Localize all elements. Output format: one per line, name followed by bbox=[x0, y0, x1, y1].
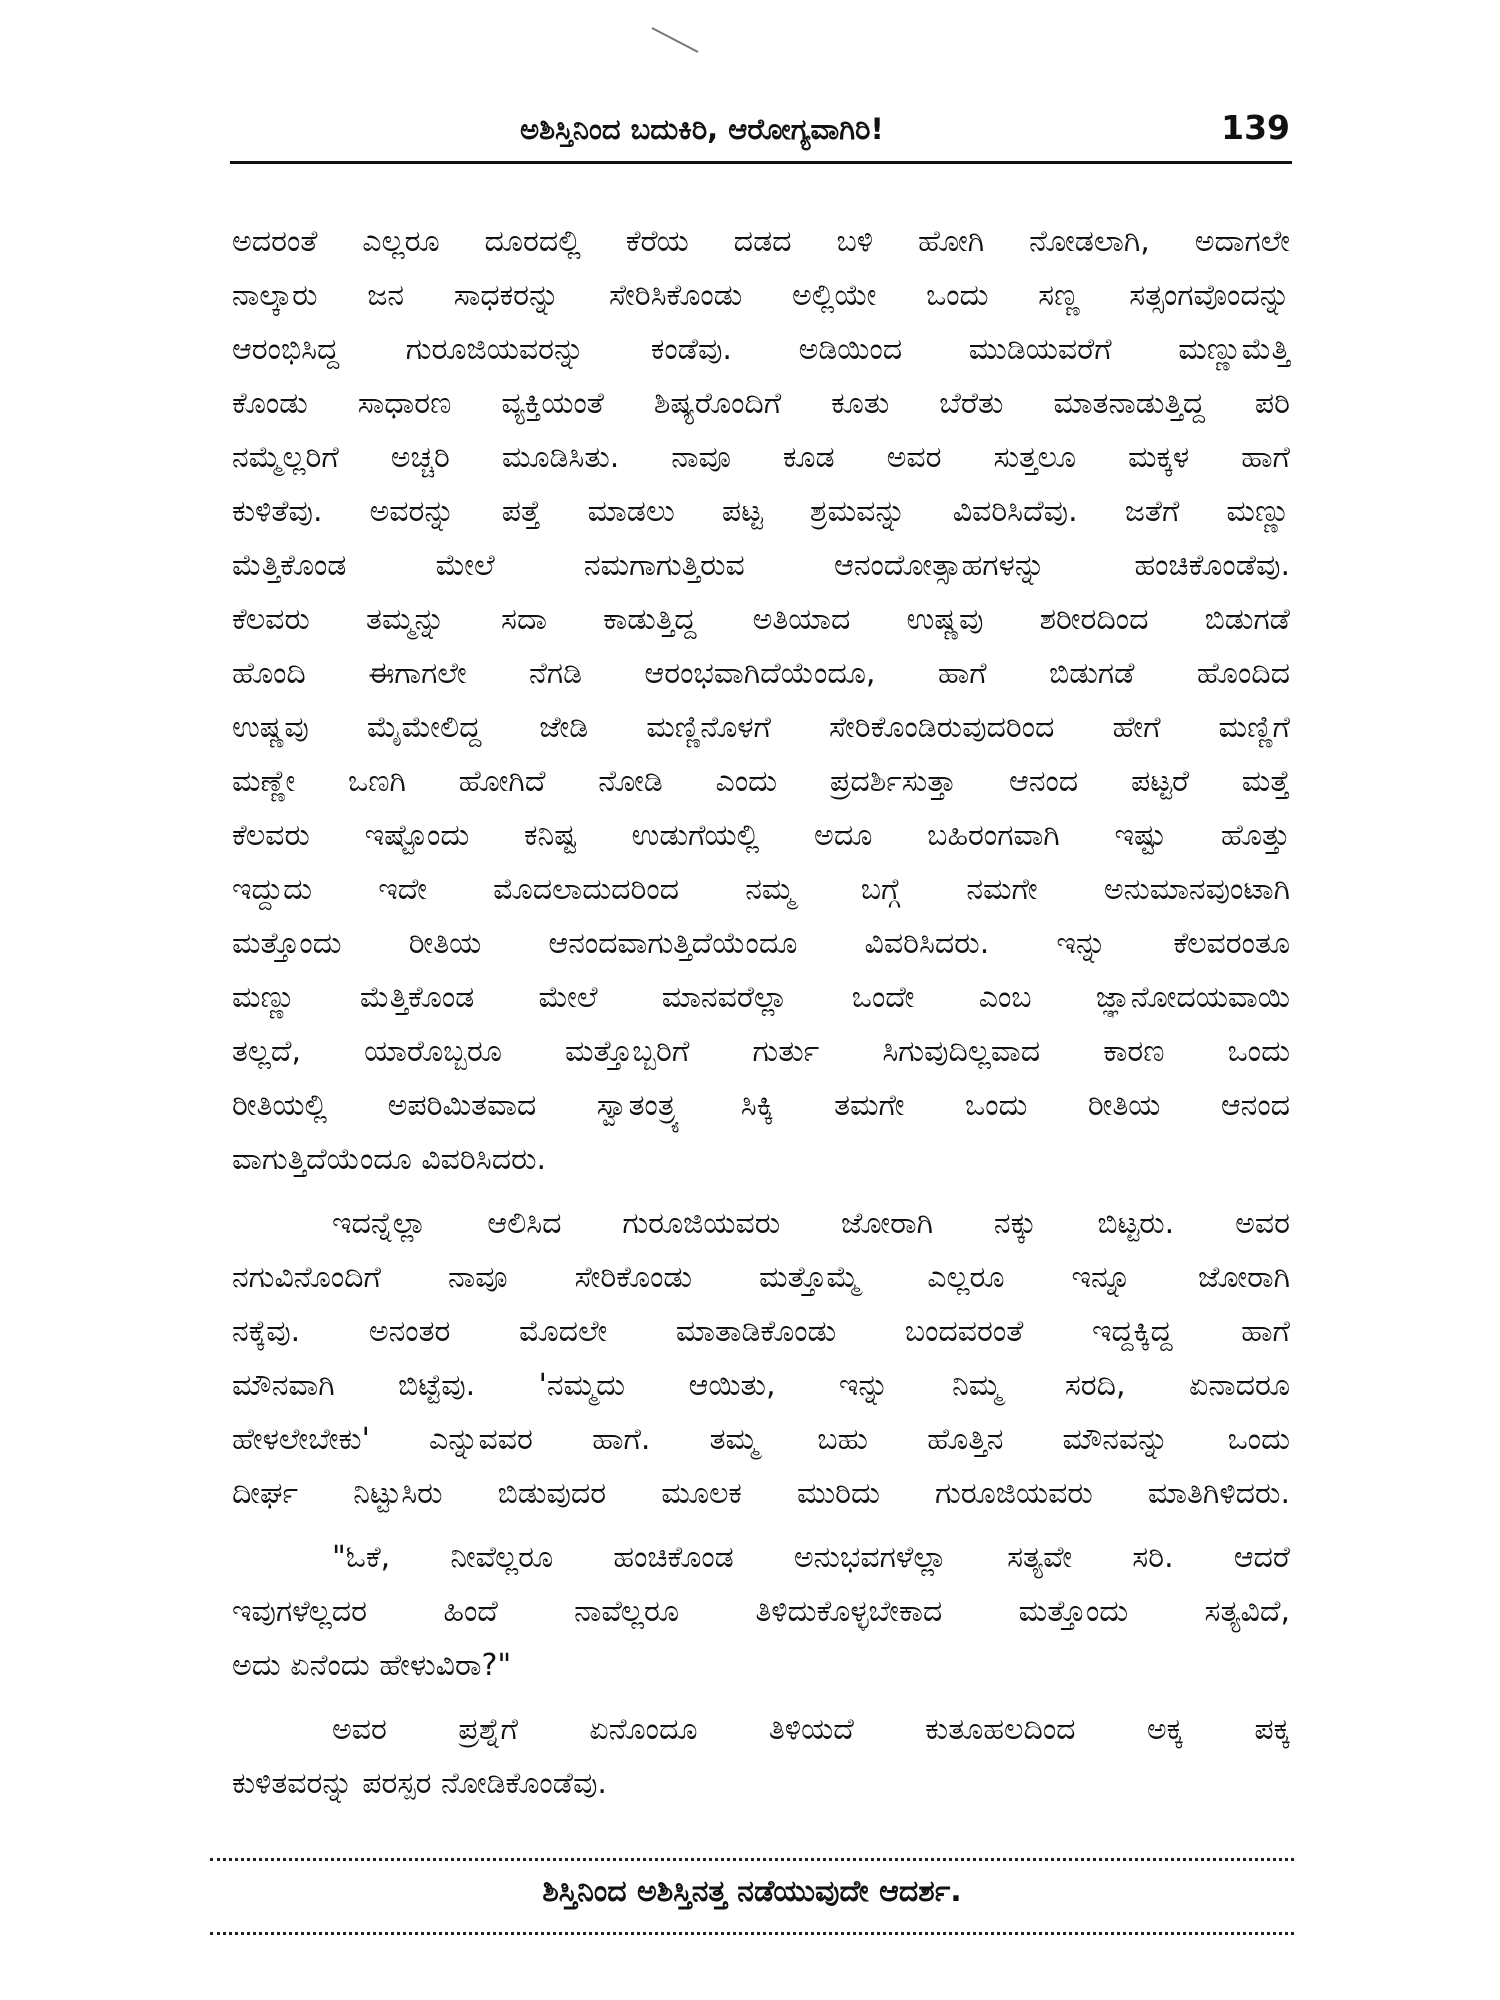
text-line: ದೀರ್ಘ ನಿಟ್ಟುಸಿರು ಬಿಡುವುದರ ಮೂಲಕ ಮುರಿದು ಗುರೂಜಿಯವರು ಮಾತಿಗಿಳಿದರು. bbox=[232, 1476, 1290, 1511]
text-line: ಆರಂಭಿಸಿದ್ದ ಗುರೂಜಿಯವರನ್ನು ಕಂಡೆವು. ಅಡಿಯಿಂದ ಮುಡಿಯವರೆಗೆ ಮಣ್ಣುಮೆತ್ತಿ bbox=[232, 332, 1290, 367]
text-line: ಮತ್ತೊಂದು ರೀತಿಯ ಆನಂದವಾಗುತ್ತಿದೆಯೆಂದೂ ವಿವರಿಸಿದರು. ಇನ್ನು ಕೆಲವರಂತೂ bbox=[232, 926, 1290, 961]
text-line: ಅದು ಏನೆಂದು ಹೇಳುವಿರಾ?" bbox=[232, 1648, 512, 1683]
page-number: 139 bbox=[1221, 108, 1290, 147]
pen-scratch-mark bbox=[650, 22, 710, 62]
text-line: ಕೆಲವರು ತಮ್ಮನ್ನು ಸದಾ ಕಾಡುತ್ತಿದ್ದ ಅತಿಯಾದ ಉಷ್ಣವು ಶರೀರದಿಂದ ಬಿಡುಗಡೆ bbox=[232, 602, 1290, 637]
text-line: ಮಣ್ಣೇ ಒಣಗಿ ಹೋಗಿದೆ ನೋಡಿ ಎಂದು ಪ್ರದರ್ಶಿಸುತ್ತಾ ಆನಂದ ಪಟ್ಟರೆ ಮತ್ತೆ bbox=[232, 764, 1290, 799]
footer-motto: ಶಿಸ್ತಿನಿಂದ ಅಶಿಸ್ತಿನತ್ತ ನಡೆಯುವುದೇ ಆದರ್ಶ. bbox=[542, 1874, 962, 1909]
footer-rule-top bbox=[210, 1858, 1294, 1861]
text-line: ತಲ್ಲದೆ, ಯಾರೊಬ್ಬರೂ ಮತ್ತೊಬ್ಬರಿಗೆ ಗುರ್ತು ಸಿಗುವುದಿಲ್ಲವಾದ ಕಾರಣ ಒಂದು bbox=[232, 1034, 1290, 1069]
paragraph-gap bbox=[232, 1521, 1290, 1531]
text-line: ಇವುಗಳೆಲ್ಲದರ ಹಿಂದೆ ನಾವೆಲ್ಲರೂ ತಿಳಿದುಕೊಳ್ಳಬೇಕಾದ ಮತ್ತೊಂದು ಸತ್ಯವಿದೆ, bbox=[232, 1594, 1290, 1629]
paragraph-4 bbox=[232, 1703, 1290, 1811]
text-line: ಕೆಲವರು ಇಷ್ಟೊಂದು ಕನಿಷ್ಟ ಉಡುಗೆಯಲ್ಲಿ ಅದೂ ಬಹಿರಂಗವಾಗಿ ಇಷ್ಟು ಹೊತ್ತು bbox=[232, 818, 1290, 853]
paragraph-gap bbox=[232, 1187, 1290, 1197]
text-line: ಅದರಂತೆ ಎಲ್ಲರೂ ದೂರದಲ್ಲಿ ಕೆರೆಯ ದಡದ ಬಳಿ ಹೋಗಿ ನೋಡಲಾಗಿ, ಅದಾಗಲೇ bbox=[232, 224, 1290, 259]
text-line: ಇದ್ದುದು ಇದೇ ಮೊದಲಾದುದರಿಂದ ನಮ್ಮ ಬಗ್ಗೆ ನಮಗೇ ಅನುಮಾನವುಂಟಾಗಿ bbox=[232, 872, 1290, 907]
body-text bbox=[232, 215, 1290, 1811]
running-title: ಅಶಿಸ್ತಿನಿಂದ ಬದುಕಿರಿ, ಆರೋಗ್ಯವಾಗಿರಿ! bbox=[520, 112, 884, 146]
paragraph-1 bbox=[232, 215, 1290, 1187]
paragraph-2 bbox=[232, 1197, 1290, 1521]
running-header bbox=[230, 108, 1290, 158]
text-line: ಕುಳಿತವರನ್ನು ಪರಸ್ಪರ ನೋಡಿಕೊಂಡೆವು. bbox=[232, 1766, 607, 1801]
header-rule bbox=[230, 161, 1292, 164]
text-line: ನಮ್ಮೆಲ್ಲರಿಗೆ ಅಚ್ಚರಿ ಮೂಡಿಸಿತು. ನಾವೂ ಕೂಡ ಅವರ ಸುತ್ತಲೂ ಮಕ್ಕಳ ಹಾಗೆ bbox=[232, 440, 1290, 475]
text-line: ಇದನ್ನೆಲ್ಲಾ ಆಲಿಸಿದ ಗುರೂಜಿಯವರು ಜೋರಾಗಿ ನಕ್ಕು ಬಿಟ್ಟರು. ಅವರ bbox=[332, 1206, 1290, 1241]
text-line: ಅವರ ಪ್ರಶ್ನೆಗೆ ಏನೊಂದೂ ತಿಳಿಯದೆ ಕುತೂಹಲದಿಂದ ಅಕ್ಕ ಪಕ್ಕ bbox=[332, 1712, 1290, 1747]
text-line: ಮೌನವಾಗಿ ಬಿಟ್ಟೆವು. 'ನಮ್ಮದು ಆಯಿತು, ಇನ್ನು ನಿಮ್ಮ ಸರದಿ, ಏನಾದರೂ bbox=[232, 1368, 1290, 1403]
paragraph-gap bbox=[232, 1693, 1290, 1703]
text-line: ಕೊಂಡು ಸಾಧಾರಣ ವ್ಯಕ್ತಿಯಂತೆ ಶಿಷ್ಯರೊಂದಿಗೆ ಕೂತು ಬೆರೆತು ಮಾತನಾಡುತ್ತಿದ್ದ ಪರಿ bbox=[232, 386, 1290, 421]
text-line: ನಗುವಿನೊಂದಿಗೆ ನಾವೂ ಸೇರಿಕೊಂಡು ಮತ್ತೊಮ್ಮೆ ಎಲ್ಲರೂ ಇನ್ನೂ ಜೋರಾಗಿ bbox=[232, 1260, 1290, 1295]
text-line: ರೀತಿಯಲ್ಲಿ ಅಪರಿಮಿತವಾದ ಸ್ವಾತಂತ್ರ್ಯ ಸಿಕ್ಕಿ ತಮಗೇ ಒಂದು ರೀತಿಯ ಆನಂದ bbox=[232, 1088, 1290, 1123]
text-line: ಮೆತ್ತಿಕೊಂಡ ಮೇಲೆ ನಮಗಾಗುತ್ತಿರುವ ಆನಂದೋತ್ಸಾಹಗಳನ್ನು ಹಂಚಿಕೊಂಡೆವು. bbox=[232, 548, 1290, 583]
text-line: ನಕ್ಕೆವು. ಅನಂತರ ಮೊದಲೇ ಮಾತಾಡಿಕೊಂಡು ಬಂದವರಂತೆ ಇದ್ದಕ್ಕಿದ್ದ ಹಾಗೆ bbox=[232, 1314, 1290, 1349]
text-line: ಉಷ್ಣವು ಮೈಮೇಲಿದ್ದ ಜೇಡಿ ಮಣ್ಣಿನೊಳಗೆ ಸೇರಿಕೊಂಡಿರುವುದರಿಂದ ಹೇಗೆ ಮಣ್ಣಿಗೆ bbox=[232, 710, 1290, 745]
paragraph-3 bbox=[232, 1531, 1290, 1693]
text-line: ವಾಗುತ್ತಿದೆಯೆಂದೂ ವಿವರಿಸಿದರು. bbox=[232, 1142, 547, 1177]
footer-rule-bottom bbox=[210, 1932, 1294, 1935]
text-line: ಹೇಳಲೇಬೇಕು' ಎನ್ನುವವರ ಹಾಗೆ. ತಮ್ಮ ಬಹು ಹೊತ್ತಿನ ಮೌನವನ್ನು ಒಂದು bbox=[232, 1422, 1290, 1457]
text-line: ಕುಳಿತೆವು. ಅವರನ್ನು ಪತ್ತೆ ಮಾಡಲು ಪಟ್ಟ ಶ್ರಮವನ್ನು ವಿವರಿಸಿದೆವು. ಜತೆಗೆ ಮಣ್ಣು bbox=[232, 494, 1290, 529]
text-line: ಹೊಂದಿ ಈಗಾಗಲೇ ನೆಗಡಿ ಆರಂಭವಾಗಿದೆಯೆಂದೂ, ಹಾಗೆ ಬಿಡುಗಡೆ ಹೊಂದಿದ bbox=[232, 656, 1290, 691]
text-line: ನಾಲ್ಕಾರು ಜನ ಸಾಧಕರನ್ನು ಸೇರಿಸಿಕೊಂಡು ಅಲ್ಲಿಯೇ ಒಂದು ಸಣ್ಣ ಸತ್ಸಂಗವೊಂದನ್ನು bbox=[232, 278, 1290, 313]
text-line: ಮಣ್ಣು ಮೆತ್ತಿಕೊಂಡ ಮೇಲೆ ಮಾನವರೆಲ್ಲಾ ಒಂದೇ ಎಂಬ ಜ್ಞಾನೋದಯವಾಯಿ bbox=[232, 980, 1290, 1015]
text-line: "ಓಕೆ, ನೀವೆಲ್ಲರೂ ಹಂಚಿಕೊಂಡ ಅನುಭವಗಳೆಲ್ಲಾ ಸತ್ಯವೇ ಸರಿ. ಆದರೆ bbox=[332, 1540, 1290, 1575]
